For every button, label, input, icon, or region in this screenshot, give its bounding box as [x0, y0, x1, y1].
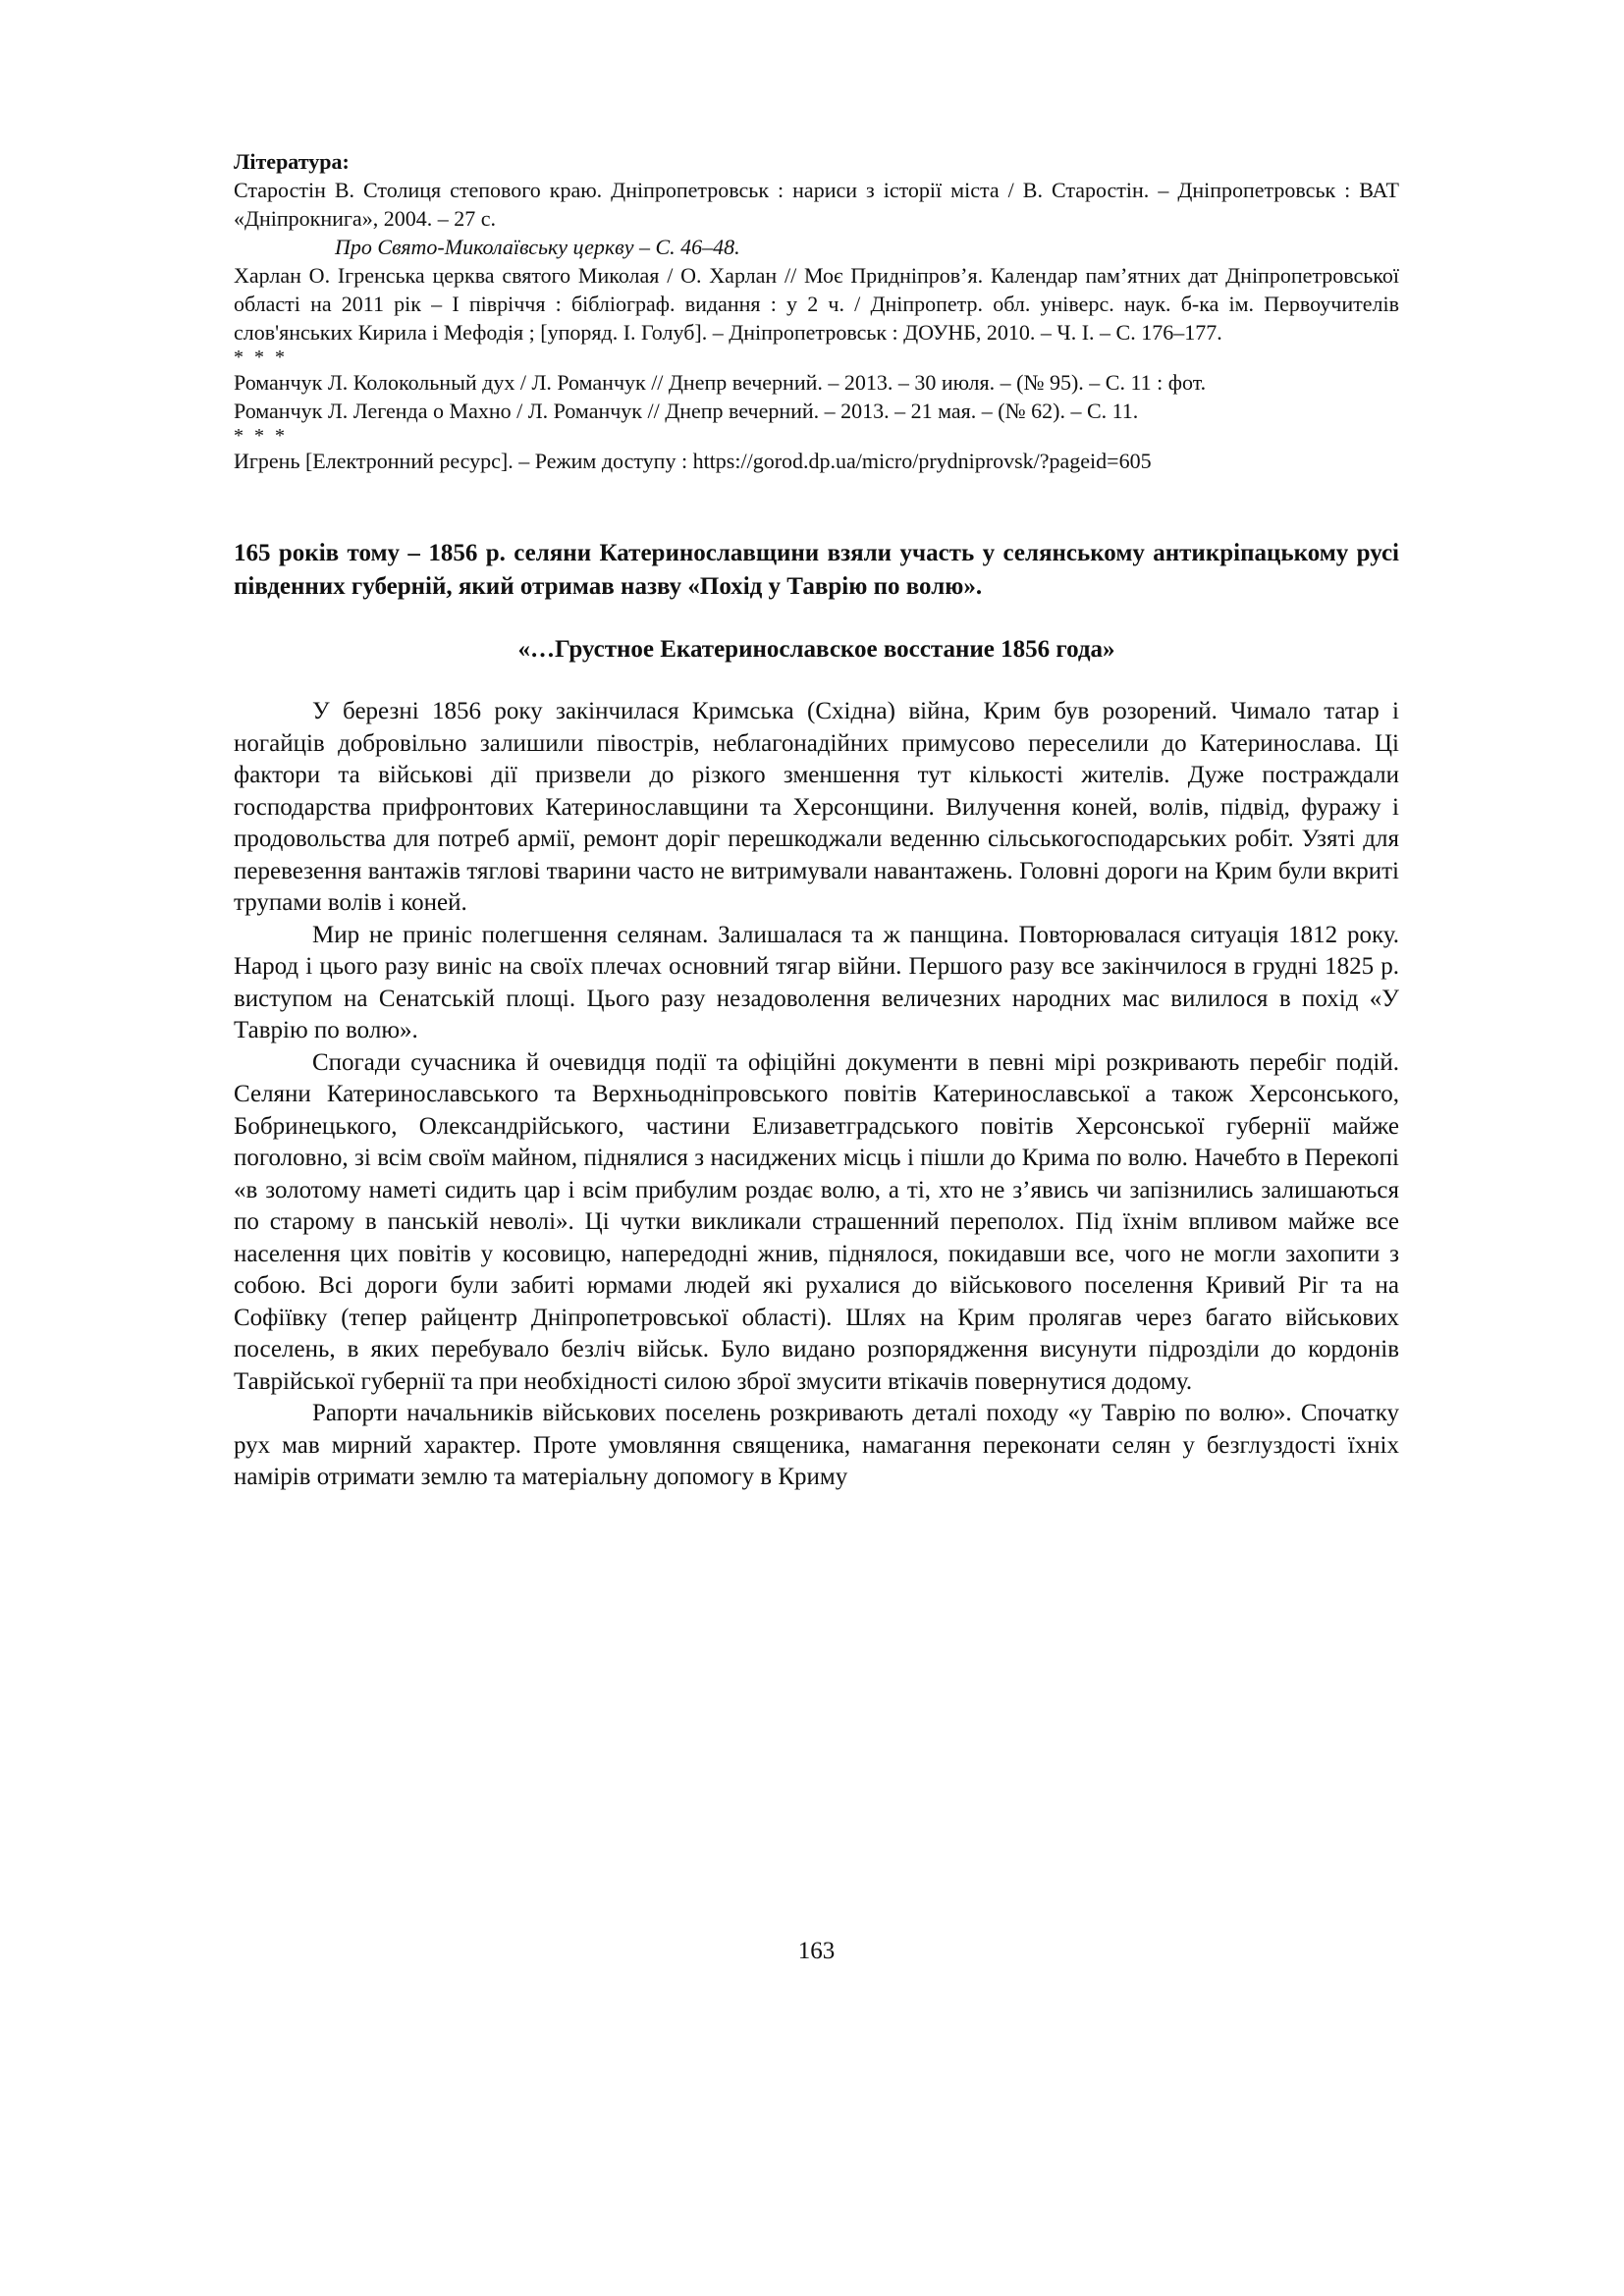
page-number: 163 — [797, 1938, 836, 1964]
literature-list — [234, 176, 1399, 475]
section-title: «…Грустное Екатеринославское восстание 1856 года» — [517, 636, 1115, 663]
literature-entry: Романчук Л. Колокольный дух / Л. Романчук // Днепр вечерний. – 2013. – 30 июля. – (№ 95). – С. 11 : фот. — [234, 370, 1207, 395]
literature-entry: Харлан О. Ігренська церква святого Миколая / О. Харлан // Моє Придніпров’я. Календар пам’ятних дат Дніпропетровської області на 2011 рік – І півріччя : бібліограф. видання : у 2 ч. / Дніпропетр. обл. універс. наук. б-ка ім. Первоучителів слов'янських Кирила і Мефодія ; [упоряд. І. Голуб]. – Дніпропетровськ : ДОУНБ, 2010. – Ч. І. – С. 176–177. — [234, 263, 1399, 345]
literature-heading: Література: — [234, 149, 350, 174]
article-body — [234, 696, 1399, 1494]
paragraph: У березні 1856 року закінчилася Кримська (Східна) війна, Крим був розорений. Чимало татар і ногайців добровільно залишили півострів, неблагонадійних примусово переселили до Катеринослава. Ці фактори та військові дії призвели до різкого зменшення тут кількості жителів. Дуже постраждали господарства прифронтових Катеринославщини та Херсонщини. Вилучення коней, волів, підвід, фуражу і продовольства для потреб армії, ремонт доріг перешкоджали веденню сільськогосподарських робіт. Узяті для перевезення вантажів тяглові тварини часто не витримували навантажень. Головні дороги на Крим були вкриті трупами волів і коней. — [234, 698, 1399, 916]
separator: * * * — [234, 347, 288, 368]
literature-entry: Игрень [Електронний ресурс]. – Режим доступу : https://gorod.dp.ua/micro/prydniprovsk/?pageid=605 — [234, 449, 1152, 473]
literature-entry: Старостін В. Столиця степового краю. Дніпропетровськ : нариси з історії міста / В. Старостін. – Дніпропетровськ : ВАТ «Дніпрокнига», 2004. – 27 с. — [234, 178, 1399, 231]
event-title: 165 років тому – 1856 р. селяни Катеринославщини взяли участь у селянському антикріпацькому русі південних губерній, який отримав назву «Похід у Таврію по волю». — [234, 540, 1399, 600]
separator: * * * — [234, 425, 288, 447]
paragraph: Рапорти начальників військових поселень розкривають деталі походу «у Таврію по волю». Спочатку рух мав мирний характер. Проте умовляння священика, намагання переконати селян у безглуздості їхніх намірів отримати землю та матеріальну допомогу в Криму — [234, 1400, 1399, 1490]
paragraph: Мир не приніс полегшення селянам. Залишалася та ж панщина. Повторювалася ситуація 1812 року. Народ і цього разу виніс на своїх плечах основний тягар війни. Першого разу все закінчилося в грудні 1825 р. виступом на Сенатській площі. Цього разу незадоволення величезних народних мас вилилося в похід «У Таврію по волю». — [234, 921, 1399, 1043]
paragraph: Спогади сучасника й очевидця події та офіційні документи в певні мірі розкривають перебіг подій. Селяни Катеринославського та Верхньодніпровського повітів Катеринославської а також Херсонського, Бобринецького, Олександрійського, частини Елизаветградського повітів Херсонської губернії майже поголовно, зі всім своїм майном, піднялися з насиджених місць і пішли до Крима по волю. Начебто в Перекопі «в золотому наметі сидить цар і всім прибулим роздає волю, а ті, хто не з’явись чи запізнились залишаються по старому в панській неволі». Ці чутки викликали страшенний переполох. Під їхнім впливом майже все населення цих повітів у косовицю, напередодні жнив, піднялося, покидавши все, чого не могли захопити з собою. Всі дороги були забиті юрмами людей які рухалися до військового поселення Кривий Ріг та на Софіївку (тепер райцентр Дніпропетровської області). Шлях на Крим пролягав через багато військових поселень, в яких перебувало безліч військ. Було видано розпорядження висунути підрозділи до кордонів Таврійської губернії та при необхідності силою зброї змусити втікачів повернутися додому. — [234, 1048, 1399, 1395]
literature-note: Про Свято-Миколаївську церкву – С. 46–48. — [335, 235, 740, 259]
literature-entry: Романчук Л. Легенда о Махно / Л. Романчук // Днепр вечерний. – 2013. – 21 мая. – (№ 62). – С. 11. — [234, 399, 1139, 423]
page-content — [234, 147, 1399, 1964]
